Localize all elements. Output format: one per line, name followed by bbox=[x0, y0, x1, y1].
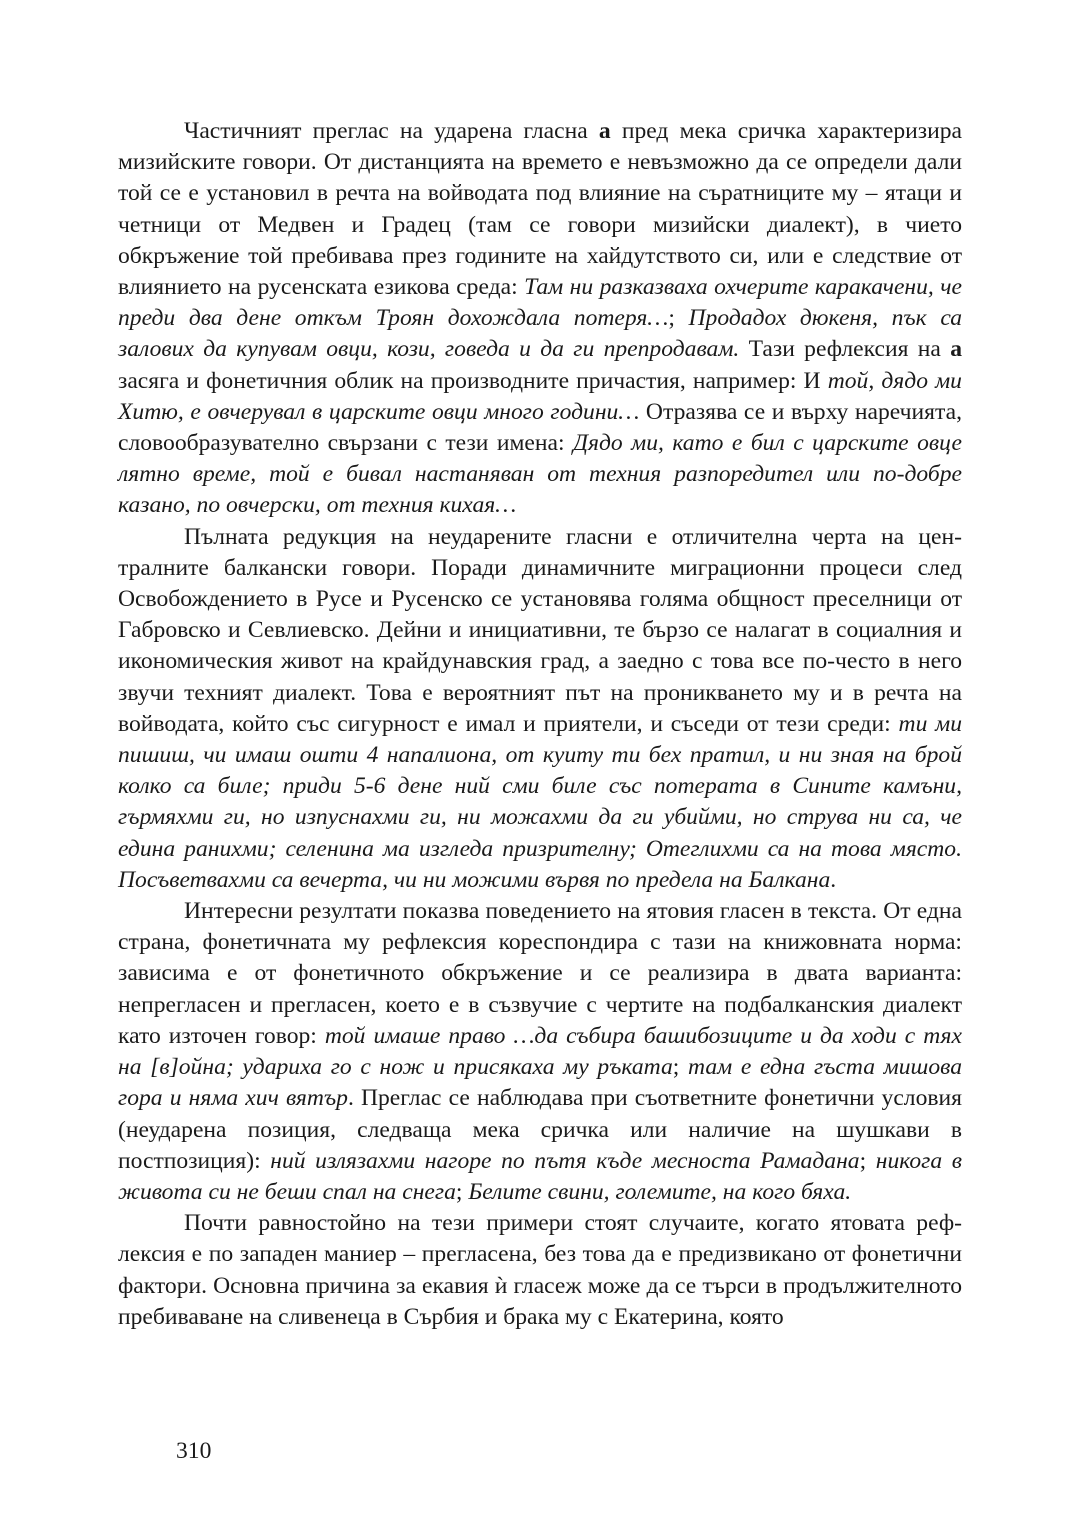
page-number: 310 bbox=[176, 1438, 212, 1464]
paragraph-text: ; bbox=[859, 1147, 876, 1174]
paragraph-text: ; bbox=[668, 305, 689, 332]
paragraph-text: . bbox=[830, 866, 837, 893]
paragraph-text: Пълната редукция на неударените гласни е отличителна черта на централните балкански говори. Поради динамичните миграционни процеси след Освобождението в Русе и Русенско се установява голяма общност преселници от Габровско и Севлиевско. Дейни и инициативни, те бързо се налагат в социалния и икономическия живот на крайдунавския град, а заедно с това все по-често в него звучи техният диалект. Това е вероятният път на проникването му и в речта на войводата, който със сигурност е имал и приятели, и съседи от тези среди: bbox=[118, 523, 962, 737]
paragraph-text: Интересни резултати показва поведението на ятовия гласен в текста. От една страна, фонетичната му рефлексия кореспондира с тази на книжовната норма: зависима е от фонетичното обкръжение и се реализира в двата варианта: непрегласен и прегласен, което е в съзвучие с чертите на подбалканския диалект като източен говор: bbox=[118, 898, 962, 1049]
bold-letter: а bbox=[598, 118, 611, 144]
italic-example-text: Там ни разказваха охчерите каракачени, че преди два дене откъм Троян дохождала потеря… bbox=[118, 274, 962, 332]
italic-example-text: никога в живота си не беши спал на снега bbox=[118, 1147, 963, 1205]
paragraph-2 bbox=[118, 522, 962, 896]
paragraph-text: ; bbox=[455, 1178, 469, 1205]
italic-example-text: Белите свини, големите, на кого бяха. bbox=[468, 1178, 852, 1205]
paragraph-3 bbox=[118, 896, 962, 1208]
paragraph-text: Почти равностойно на тези примери стоят случаите, когато ятовата рефлексия е по западен маниер – прегласена, без това да е предизвикано от фонетични фактори. Основна причина за екавия ѝ гласеж може да се търси в продължителното пребиваване на сливенеца в Сърбия и брака му с Екатерина, която bbox=[118, 1210, 962, 1330]
paragraph-text: Отразява се и върху наречията, словообразувателно свързани с тези имена: bbox=[118, 398, 962, 457]
italic-example-text: ний излязахми нагоре по пътя къде месноста Рамадана bbox=[270, 1147, 860, 1174]
bold-letter: а bbox=[950, 336, 962, 363]
italic-example-text: ти ми пишиш, чи имаш ошти 4 напалиона, от куиту ти бех пратил, и ни зная на брой колко са биле; приди 5-6 дене ний сми биле със потерата в Сините камъни, гърмяхми ги, но изпуснахми ги, ни можахми да ги убийми, но струва ни са, че едина ранихми; селенина ма изгледа призрителну; Отеглихми са на това място. Посъветвахми са вечерта, чи ни можими вървя по предела на Балкана bbox=[118, 710, 963, 893]
paragraph-text: засяга и фонетичния облик на производните причастия, например: И bbox=[118, 367, 828, 394]
italic-example-text: Продадох дюкеня, пък са залових да купувам овци, кози, говеда и да ги препродавам. bbox=[118, 305, 963, 363]
paragraph-text: ; bbox=[672, 1054, 688, 1081]
paragraph-text: . Преглас се наблюдава при съответните фонетични условия (неударена позиция, следваща мека сричка или наличие на шушкави в постпозиция): bbox=[118, 1085, 962, 1174]
paragraph-1 bbox=[118, 116, 962, 522]
paragraph-text: Частичният преглас на ударена гласна bbox=[184, 118, 599, 144]
document-page bbox=[118, 116, 962, 1333]
italic-example-text: той, дядо ми Хитю, е овчерувал в царските овци много години… bbox=[118, 367, 962, 425]
italic-example-text: той имаше право …да събира башибозиците и да ходи с тях на [в]ойна; удариха го с нож и присякаха му ръката bbox=[118, 1022, 962, 1081]
italic-example-text: Дядо ми, като е бил с царските овце лятно време, той е бивал настаняван от техния разпоредител или по-добре казано, по овчерски, от техния кихая… bbox=[118, 430, 962, 519]
paragraph-text: пред мека сричка характеризира мизийските говори. От дистанцията на времето е невъзможно да се определи дали той се е установил в речта на войводата под влияние на съратниците му – ятаци и четници от Медвен и Градец (там се говори мизийски диалект), в чието обкръжение той пребивава през годините на хайдутството си, или е следствие от влиянието на русенската езикова среда: bbox=[118, 118, 962, 301]
italic-example-text: там е една гъста мишова гора и няма хич вятър bbox=[118, 1054, 962, 1112]
paragraph-4 bbox=[118, 1208, 962, 1333]
paragraph-text: Тази рефлексия на bbox=[739, 336, 951, 363]
